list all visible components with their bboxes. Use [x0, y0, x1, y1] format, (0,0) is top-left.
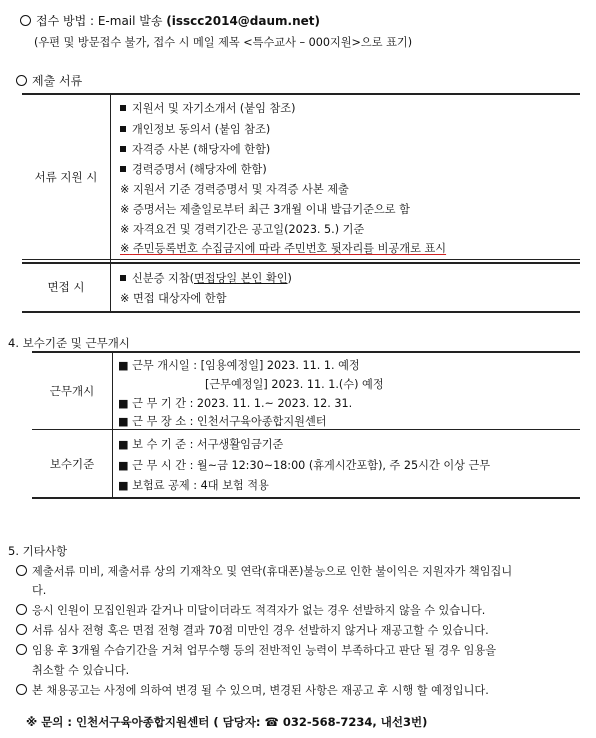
submission-method	[20, 12, 320, 29]
list-item	[120, 270, 292, 286]
pay-line: ■ 근 무 시 간 : 월~금 12:30~18:00 (휴게시간포함), 주 25시간 이상 근무	[118, 459, 491, 472]
list-item-text: 증명서는 제출일로부터 최근 3개월 이내 발급기준으로 함	[132, 203, 410, 216]
circle-bullet-icon	[16, 604, 27, 615]
list-item-text: 지원서 및 자기소개서 (붙임 참조)	[132, 102, 296, 115]
contact-line	[26, 714, 427, 730]
misc-item-continued: 취소할 수 있습니다.	[32, 664, 130, 677]
misc-item-text: 서류 심사 전형 혹은 면접 전형 결과 70점 미만인 경우 선발하지 않거나 재공고할 수 있습니다.	[32, 624, 489, 637]
circle-bullet-icon	[16, 75, 27, 86]
submission-email[interactable]: (isscc2014@daum.net)	[166, 14, 320, 28]
misc-item-text: 임용 후 3개월 수습기간을 거쳐 업무수행 등의 전반적인 능력이 부족하다고 판단 될 경우 임용을	[32, 644, 497, 657]
circle-bullet-icon	[16, 624, 27, 635]
misc-item-text: 본 채용공고는 사정에 의하여 변경 될 수 있으며, 변경된 사항은 재공고 후 시행 할 예정입니다.	[32, 684, 489, 697]
reference-mark: ※	[120, 292, 130, 305]
list-item	[120, 290, 227, 306]
list-item-highlighted	[120, 240, 446, 256]
pay-line: [근무예정일] 2023. 11. 1.(수) 예정	[205, 378, 384, 391]
square-bullet-icon	[120, 166, 126, 172]
documents-row-label: 서류 지원 시	[34, 169, 98, 184]
telephone-icon: ☎	[264, 715, 279, 729]
misc-item	[16, 602, 485, 618]
documents-heading-text: 제출 서류	[32, 74, 83, 88]
misc-item	[16, 642, 496, 658]
square-bullet-icon	[120, 275, 126, 281]
reference-mark: ※	[120, 203, 130, 216]
list-item	[120, 221, 364, 237]
circle-bullet-icon	[16, 684, 27, 695]
circle-bullet-icon	[16, 565, 27, 576]
list-item-text: 신분증 지참(	[132, 272, 194, 285]
list-item-text: 자격요건 및 경력기간은 공고일(2023. 5.) 기준	[132, 223, 365, 236]
submission-method-text: 접수 방법 : E-mail 발송	[36, 14, 167, 28]
misc-item-text: 제출서류 미비, 제출서류 상의 기재착오 및 연락(휴대폰)불능으로 인한 불이익은 지원자가 책임집니	[32, 565, 513, 578]
misc-item-text: 응시 인원이 모집인원과 같거나 미달이더라도 적격자가 없는 경우 선발하지 않을 수 있습니다.	[32, 604, 486, 617]
list-item-text: 지원서 기준 경력증명서 및 자격증 사본 제출	[132, 183, 349, 196]
pay-line: ■ 근무 개시일 : [임용예정일] 2023. 11. 1. 예정	[118, 359, 360, 372]
square-bullet-icon	[120, 105, 126, 111]
pay-line: ■ 보험료 공제 : 4대 보험 적용	[118, 479, 269, 492]
list-item-text: )	[287, 272, 292, 285]
list-item-text: 개인정보 동의서 (붙임 참조)	[132, 123, 271, 136]
list-item	[120, 141, 270, 157]
reference-mark: ※	[120, 242, 130, 255]
misc-item	[16, 622, 489, 638]
list-item-text: 자격증 사본 (해당자에 한함)	[132, 143, 271, 156]
list-item-text: 면접 대상자에 한함	[132, 292, 227, 305]
square-bullet-icon	[120, 146, 126, 152]
reference-mark: ※	[120, 223, 130, 236]
contact-prefix: 문의 : 인천서구육아종합지원센터 ( 담당자:	[41, 715, 265, 729]
pay-heading: 4. 보수기준 및 근무개시	[8, 336, 130, 350]
list-item	[120, 121, 270, 137]
list-item	[120, 201, 410, 217]
pay-row-label: 근무개시	[49, 383, 95, 398]
list-item	[120, 161, 267, 177]
square-bullet-icon	[120, 126, 126, 132]
circle-bullet-icon	[16, 644, 27, 655]
pay-line: ■ 근 무 기 간 : 2023. 11. 1.~ 2023. 12. 31.	[118, 397, 353, 410]
pay-row-label: 보수기준	[49, 456, 95, 471]
list-item-text: 경력증명서 (해당자에 한함)	[132, 163, 267, 176]
reference-mark: ※	[120, 183, 130, 196]
contact-phone[interactable]: 032-568-7234, 내선3번)	[278, 715, 428, 729]
documents-heading	[16, 72, 82, 89]
pay-line: ■ 보 수 기 준 : 서구생활임금기준	[118, 438, 284, 451]
documents-row-label: 면접 시	[47, 280, 85, 294]
misc-item-continued: 다.	[32, 584, 47, 597]
misc-item	[16, 682, 489, 698]
list-item	[120, 100, 295, 116]
list-item	[120, 181, 349, 197]
reference-mark: ※	[26, 715, 38, 729]
list-item-text: 주민등록번호 수집금지에 따라 주민번호 뒷자리를 비공개로 표시	[132, 242, 447, 255]
submission-note: (우편 및 방문접수 불가, 접수 시 메일 제목 <특수교사 – 000지원>으로 표기)	[34, 36, 413, 49]
misc-item	[16, 563, 512, 579]
list-item-underlined-text: 면접당일 본인 확인	[193, 272, 288, 285]
circle-bullet-icon	[20, 15, 31, 26]
pay-line: ■ 근 무 장 소 : 인천서구육아종합지원센터	[118, 415, 327, 428]
misc-heading: 5. 기타사항	[8, 544, 68, 558]
